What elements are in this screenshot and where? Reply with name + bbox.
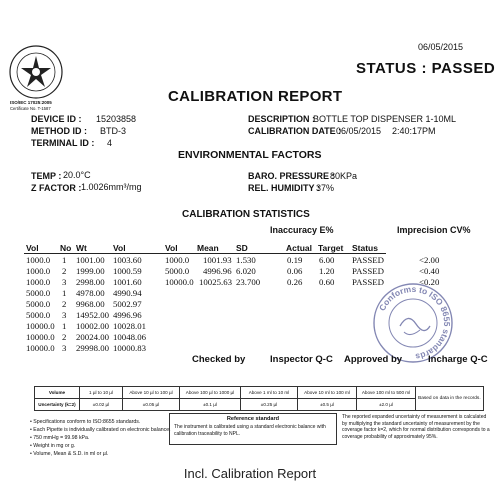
calibration-time-value: 2:40:17PM bbox=[392, 126, 436, 136]
col-header-sd: SD bbox=[236, 243, 248, 253]
zfactor-label: Z FACTOR : bbox=[31, 183, 82, 193]
cell-target: 6.00 bbox=[319, 255, 335, 265]
volume-range-cell: Above 100 µl to 1000 µl bbox=[180, 387, 241, 399]
description-value: BOTTLE TOP DISPENSER 1-10ML bbox=[313, 114, 457, 124]
cell-no: 2 bbox=[62, 299, 67, 309]
cell-no: 1 bbox=[62, 321, 67, 331]
checked-by-label: Checked by bbox=[192, 354, 246, 365]
reference-box bbox=[169, 413, 337, 445]
uncertainty-explanation: The reported expanded uncertainty of measurement is calculated by multiplying the standard uncertainty of measurement by the coverage factor k=2, which for normal distribution corresponds to a coverage probability of approximately 95%. bbox=[342, 414, 490, 440]
cell-no: 3 bbox=[62, 343, 67, 353]
cell-vol-measured: 10028.01 bbox=[113, 321, 146, 331]
cell-actual: 0.06 bbox=[287, 266, 303, 276]
cell-vol: 10000.0 bbox=[26, 321, 55, 331]
col-header-status: Status bbox=[352, 243, 378, 253]
records-note-cell: Based on data in the records. bbox=[416, 387, 484, 411]
image-caption: Incl. Calibration Report bbox=[183, 466, 317, 481]
reference-text: The instrument is calibrated using a standard electronic balance with calibration traceability to NPL. bbox=[174, 424, 326, 437]
cell-vol-measured: 4990.94 bbox=[113, 288, 142, 298]
temp-label: TEMP : bbox=[31, 171, 62, 181]
cell-mean: 1001.93 bbox=[203, 255, 232, 265]
temp-value: 20.0°C bbox=[63, 170, 91, 180]
cell-imprecision: <2.00 bbox=[419, 255, 440, 265]
cell-target: 1.20 bbox=[319, 266, 335, 276]
stats-heading: CALIBRATION STATISTICS bbox=[182, 209, 310, 220]
incharge-label: Incharge Q-C bbox=[428, 354, 488, 365]
zfactor-value: 1.0026mm³/mg bbox=[81, 182, 142, 192]
logo-caption-2: Certificate No. T-1587 bbox=[10, 106, 51, 111]
cell-vol-measured: 1001.60 bbox=[113, 277, 142, 287]
status-banner: STATUS : PASSED bbox=[356, 60, 496, 77]
footer-bullets bbox=[30, 418, 171, 458]
footer-bullet: • Each Pipette is individually calibrated on electronic balance. bbox=[30, 427, 171, 433]
cell-vol: 5000.0 bbox=[26, 310, 51, 320]
volume-range-cell: Above 100 ml to 500 ml bbox=[357, 387, 416, 399]
col-header-actual: Actual bbox=[286, 243, 312, 253]
baro-label: BARO. PRESSURE : bbox=[248, 171, 335, 181]
cell-wt: 29998.00 bbox=[76, 343, 109, 353]
humidity-value: 37% bbox=[316, 183, 335, 193]
uncertainty-value-cell: ±0.5 µl bbox=[298, 399, 357, 411]
footer-bullet: • Volume, Mean & S.D. in ml or µl. bbox=[30, 451, 109, 457]
cell-wt: 4978.00 bbox=[76, 288, 105, 298]
col-header-vol2: Vol bbox=[113, 243, 126, 253]
header-divider bbox=[24, 253, 386, 254]
cell-sd: 1.530 bbox=[236, 255, 256, 265]
cell-vol: 10000.0 bbox=[26, 332, 55, 342]
cell-vol: 5000.0 bbox=[26, 299, 51, 309]
cell-vol-measured: 10048.06 bbox=[113, 332, 146, 342]
calibration-date-value: 06/05/2015 bbox=[336, 126, 382, 136]
cell-imprecision: <0.40 bbox=[419, 266, 440, 276]
cell-mean: 4996.96 bbox=[203, 266, 232, 276]
cell-actual: 0.19 bbox=[287, 255, 303, 265]
footer-bullet: • Weight in mg or g. bbox=[30, 443, 76, 449]
cell-wt: 1999.00 bbox=[76, 266, 105, 276]
humidity-label: REL. HUMIDITY : bbox=[248, 183, 320, 193]
description-label: DESCRIPTION : bbox=[248, 114, 316, 124]
cell-status: PASSED bbox=[352, 277, 384, 287]
cell-wt: 1001.00 bbox=[76, 255, 105, 265]
terminal-id-value: 4 bbox=[107, 138, 113, 148]
cell-wt: 2998.00 bbox=[76, 277, 105, 287]
device-id-value: 15203858 bbox=[96, 114, 137, 124]
report-date: 06/05/2015 bbox=[418, 42, 464, 52]
baro-value: 80KPa bbox=[330, 171, 358, 181]
uncertainty-table bbox=[34, 386, 484, 411]
inspector-label: Inspector Q-C bbox=[270, 354, 333, 365]
col-header-vol: Vol bbox=[26, 243, 39, 253]
approved-by-label: Approved by bbox=[344, 354, 403, 365]
uncertainty-volume-row bbox=[35, 387, 484, 399]
cell-vol: 10000.0 bbox=[26, 343, 55, 353]
cell-no: 2 bbox=[62, 266, 67, 276]
method-id-label: METHOD ID : bbox=[31, 126, 87, 136]
cell-vol: 1000.0 bbox=[26, 266, 51, 276]
cell-wt: 10002.00 bbox=[76, 321, 109, 331]
cell-actual: 0.26 bbox=[287, 277, 303, 287]
calibration-date-label: CALIBRATION DATE : bbox=[248, 126, 342, 136]
cell-vol-measured: 4996.96 bbox=[113, 310, 142, 320]
cell-wt: 20024.00 bbox=[76, 332, 109, 342]
stamp-text: Conforms to ISO 8655 standards bbox=[376, 283, 453, 362]
cell-vol-measured: 10000.83 bbox=[113, 343, 146, 353]
footer-bullet: • 750 mmHg = 99.98 kPa. bbox=[30, 435, 90, 441]
uncertainty-value-cell: ±0.05 µl bbox=[123, 399, 180, 411]
inaccuracy-heading: Inaccuracy E% bbox=[270, 225, 334, 235]
certification-stamp bbox=[372, 282, 454, 364]
uncertainty-value-cell: ±2.0 µl bbox=[357, 399, 416, 411]
cell-no: 3 bbox=[62, 277, 67, 287]
footer-bullet: • Specifications conform to ISO:8655 standards. bbox=[30, 419, 141, 425]
uncertainty-value-cell: ±0.02 µl bbox=[80, 399, 123, 411]
cell-wt: 9968.00 bbox=[76, 299, 105, 309]
cell-nominal-vol: 1000.0 bbox=[165, 255, 190, 265]
logo-caption: ISO/IEC 17025:2005 bbox=[10, 100, 52, 105]
cell-vol-measured: 1000.59 bbox=[113, 266, 142, 276]
volume-range-cell: Above 1 ml to 10 ml bbox=[241, 387, 298, 399]
reference-heading: Reference standard bbox=[226, 416, 280, 422]
method-id-value: BTD-3 bbox=[100, 126, 127, 136]
cell-vol: 5000.0 bbox=[26, 288, 51, 298]
cell-vol-measured: 5002.97 bbox=[113, 299, 142, 309]
col-header-wt: Wt bbox=[76, 243, 87, 253]
cell-no: 1 bbox=[62, 255, 67, 265]
environment-heading: ENVIRONMENTAL FACTORS bbox=[178, 149, 322, 161]
cell-nominal-vol: 5000.0 bbox=[165, 266, 190, 276]
cell-vol: 1000.0 bbox=[26, 277, 51, 287]
cell-target: 0.60 bbox=[319, 277, 335, 287]
imprecision-heading: Imprecision CV% bbox=[397, 225, 471, 235]
col-header-no: No bbox=[60, 243, 72, 253]
cell-status: PASSED bbox=[352, 266, 384, 276]
cell-vol: 1000.0 bbox=[26, 255, 51, 265]
report-title: CALIBRATION REPORT bbox=[168, 88, 343, 105]
cell-no: 2 bbox=[62, 332, 67, 342]
uncertainty-header-cell: Uncertainty (k=2) bbox=[35, 399, 80, 411]
col-header-vol3: Vol bbox=[165, 243, 178, 253]
accreditation-logo bbox=[8, 44, 64, 100]
volume-range-cell: Above 10 ml to 100 ml bbox=[298, 387, 357, 399]
cell-no: 1 bbox=[62, 288, 67, 298]
cell-vol-measured: 1003.60 bbox=[113, 255, 142, 265]
volume-header-cell: Volume bbox=[35, 387, 80, 399]
uncertainty-value-cell: ±0.25 µl bbox=[241, 399, 298, 411]
col-header-mean: Mean bbox=[197, 243, 219, 253]
cell-status: PASSED bbox=[352, 255, 384, 265]
cell-imprecision: <0.20 bbox=[419, 277, 440, 287]
uncertainty-value-cell: ±0.1 µl bbox=[180, 399, 241, 411]
cell-nominal-vol: 10000.0 bbox=[165, 277, 194, 287]
cell-wt: 14952.00 bbox=[76, 310, 109, 320]
cell-sd: 23.700 bbox=[236, 277, 261, 287]
cell-no: 3 bbox=[62, 310, 67, 320]
terminal-id-label: TERMINAL ID : bbox=[31, 138, 95, 148]
cell-mean: 10025.63 bbox=[199, 277, 232, 287]
device-id-label: DEVICE ID : bbox=[31, 114, 82, 124]
volume-range-cell: Above 10 µl to 100 µl bbox=[123, 387, 180, 399]
col-header-target: Target bbox=[318, 243, 344, 253]
cell-sd: 6.020 bbox=[236, 266, 256, 276]
volume-range-cell: 1 µl to 10 µl bbox=[80, 387, 123, 399]
